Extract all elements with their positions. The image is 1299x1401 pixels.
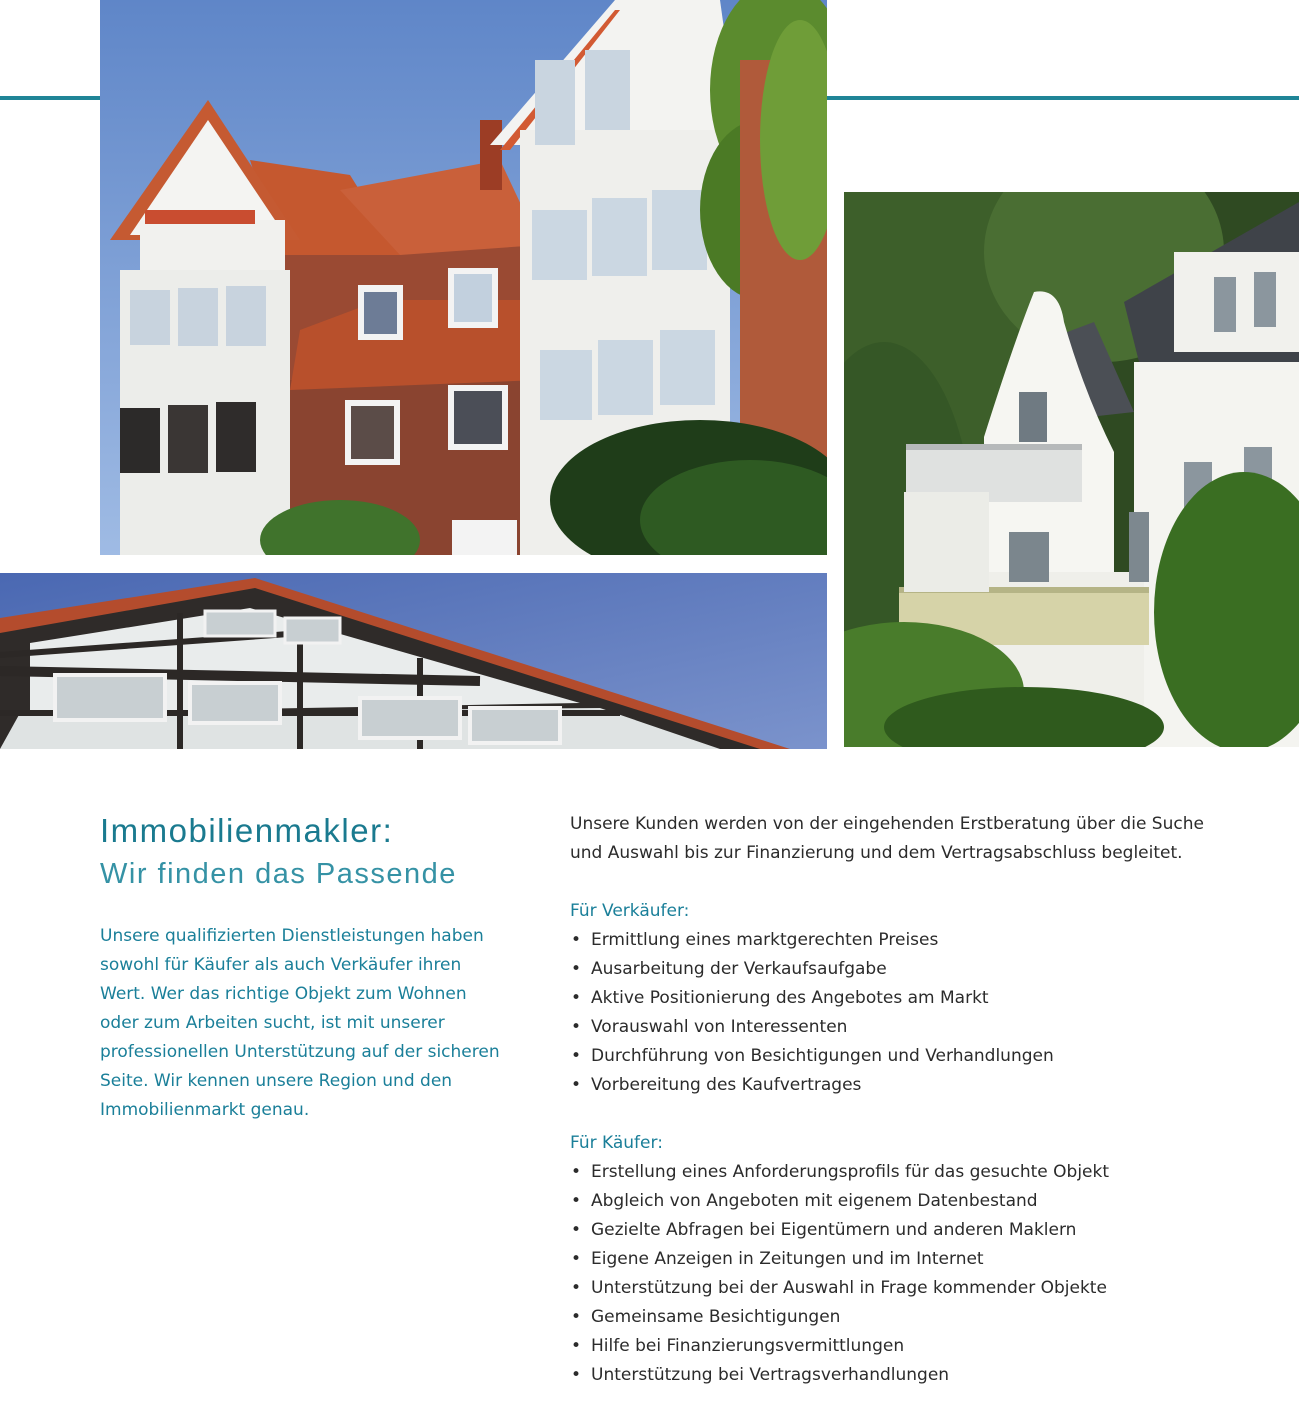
list-item: • Vorauswahl von Interessenten bbox=[570, 1013, 1230, 1042]
sellers-list bbox=[570, 926, 1230, 1100]
list-item: • Eigene Anzeigen in Zeitungen und im Internet bbox=[570, 1245, 1230, 1274]
buyers-list bbox=[570, 1158, 1230, 1390]
buyers-heading: Für Käufer: bbox=[570, 1133, 663, 1153]
accent-line-left bbox=[0, 96, 100, 100]
list-item: • Unterstützung bei der Auswahl in Frage kommender Objekte bbox=[570, 1274, 1230, 1303]
list-item: • Unterstützung bei Vertragsverhandlungen bbox=[570, 1361, 1230, 1390]
list-item: • Aktive Positionierung des Angebotes am Markt bbox=[570, 984, 1230, 1013]
list-item: • Gemeinsame Besichtigungen bbox=[570, 1303, 1230, 1332]
sellers-heading: Für Verkäufer: bbox=[570, 901, 690, 921]
list-item: • Durchführung von Besichtigungen und Verhandlungen bbox=[570, 1042, 1230, 1071]
list-item: • Erstellung eines Anforderungsprofils für das gesuchte Objekt bbox=[570, 1158, 1230, 1187]
photo-timber-frame bbox=[0, 573, 827, 749]
list-item: • Hilfe bei Finanzierungsvermittlungen bbox=[570, 1332, 1230, 1361]
intro-paragraph: Unsere qualifizierten Dienstleistungen haben sowohl für Käufer als auch Verkäufer ihren Wert. Wer das richtige Objekt zum Wohnen oder zum Arbeiten sucht, ist mit unserer professionellen Unterstützung auf der sicheren Seite. Wir kennen unsere Region und den Immobilienmarkt genau. bbox=[100, 926, 500, 1120]
list-item: • Ausarbeitung der Verkaufsaufgabe bbox=[570, 955, 1230, 984]
list-item: • Gezielte Abfragen bei Eigentümern und anderen Maklern bbox=[570, 1216, 1230, 1245]
photo-brick-house bbox=[100, 0, 827, 555]
photo-white-villa bbox=[844, 192, 1299, 747]
page-title: Immobilienmakler: bbox=[100, 812, 394, 849]
summary-paragraph: Unsere Kunden werden von der eingehenden Erstberatung über die Suche und Auswahl bis zur Finanzierung und dem Vertragsabschluss begleitet. bbox=[570, 814, 1204, 863]
list-item: • Vorbereitung des Kaufvertrages bbox=[570, 1071, 1230, 1100]
services-column bbox=[570, 810, 1230, 1390]
photo-timber-frame-drawing bbox=[0, 573, 827, 749]
page-subtitle: Wir finden das Passende bbox=[100, 858, 457, 890]
accent-line-right bbox=[827, 96, 1299, 100]
list-item: • Ermittlung eines marktgerechten Preises bbox=[570, 926, 1230, 955]
list-item: • Abgleich von Angeboten mit eigenem Datenbestand bbox=[570, 1187, 1230, 1216]
photo-white-villa-drawing bbox=[844, 192, 1299, 747]
photo-brick-house-drawing bbox=[100, 0, 827, 555]
